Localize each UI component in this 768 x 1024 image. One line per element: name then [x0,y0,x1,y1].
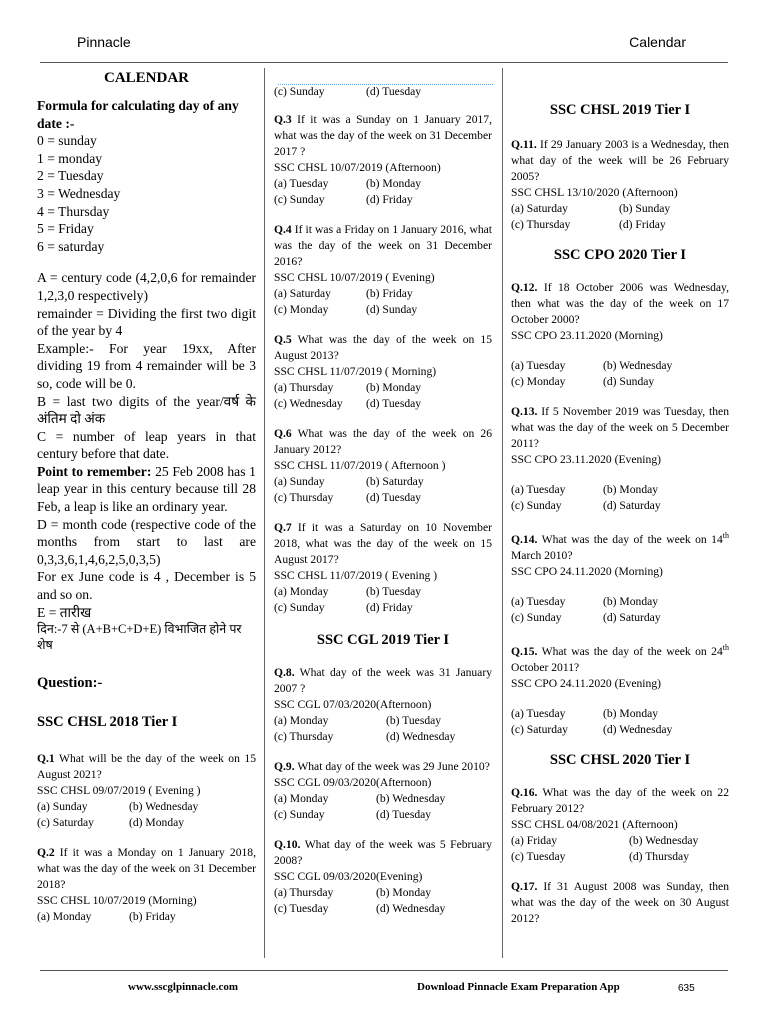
question-number: Q.2 [37,846,55,860]
option-a: (a) Sunday [274,475,325,488]
day-code: 2 = Tuesday [37,168,104,184]
option-row [511,594,729,610]
column-divider-1 [264,68,265,958]
option-row [274,791,492,807]
option-a: (a) Saturday [511,202,568,215]
option-b: (b) Friday [366,287,413,300]
question-number: Q.11. [511,138,537,151]
question-block [511,528,729,626]
page-title: CALENDAR [103,70,189,86]
option-row [274,584,492,600]
option-row [274,302,492,318]
option-d: (d) Saturday [603,610,661,624]
option-row [511,706,729,722]
option-row [511,498,729,514]
option-d: (d) Tuesday [366,85,422,98]
question-number: Q.8. [274,666,295,679]
option-d: (d) Sunday [366,303,418,316]
day-code: 1 = monday [37,150,103,166]
question-heading: Question:- [37,675,103,692]
day-code: 6 = saturday [37,238,105,254]
option-row [511,849,729,865]
question-text [274,332,492,364]
option-row [274,490,492,506]
option-c: (c) Tuesday [274,902,329,915]
option-b: (b) Monday [603,483,659,496]
question-number: Q.3 [274,113,292,126]
option-row [511,201,729,217]
question-body: What was the day of the week on 22 February 2012? [511,785,729,815]
remainder-text: remainder = Dividing the first two digit of the year by 4 [37,305,256,339]
example-text: Example:- For year 19xx, After dividing 19 from 4 remainder will be 3 so, code will be 0. [37,340,256,391]
question-block [511,137,729,233]
question-source: SSC CHSL 10/07/2019 (Morning) [37,894,197,908]
question-number: Q.9. [274,760,295,773]
question-body: What day of the week was 29 June 2010? [294,760,490,773]
option-b: (b) Monday [366,381,422,394]
day-code: 3 = Wednesday [37,185,121,201]
header-brand: Pinnacle [77,34,131,50]
section-heading: SSC CHSL 2018 Tier I [37,714,178,731]
option-b: (b) Sunday [619,202,671,215]
option-row [274,396,492,412]
option-c: (c) Wednesday [274,397,343,410]
question-source: SSC CHSL 11/07/2019 ( Morning) [274,365,437,378]
option-a: (a) Monday [274,792,329,805]
option-d: (d) Tuesday [366,491,422,504]
option-b: (b) Friday [129,910,176,924]
point-text: 25 Feb 2008 has 1 leap year in this century because till 28 Feb, a leap is like an ordinary year. [37,463,256,515]
question-source: SSC CGL 07/03/2020(Afternoon) [274,698,432,711]
option-d: (d) Tuesday [366,397,422,410]
column-1 [37,70,256,939]
question-number: Q.17. [511,879,538,893]
option-row [274,286,492,302]
question-number: Q.15. [511,644,538,658]
question-block [274,837,492,917]
footer-website: www.sscglpinnacle.com [128,981,238,993]
option-a: (a) Monday [274,585,329,598]
question-body: What was the day of the week on 15 August 2013? [274,333,492,362]
option-b: (b) Wednesday [376,792,446,805]
question-number: Q.13. [511,405,538,418]
footer-divider [40,970,728,971]
option-a: (a) Friday [511,833,558,847]
question-body: What was the day of the week on 14 [537,532,723,546]
question-text [274,222,492,270]
option-d: (d) Wednesday [603,722,673,736]
option-d: (d) Friday [366,601,413,614]
option-b: (b) Monday [603,594,659,608]
e-text: E = तारीख [37,604,92,620]
option-row [37,815,256,831]
question-number: Q.6 [274,427,292,440]
option-c: (c) Sunday [274,85,325,98]
option-row [274,713,492,729]
option-c: (c) Monday [274,303,329,316]
question-block [511,785,729,865]
option-c: (c) Saturday [511,722,568,736]
option-c: (c) Monday [511,375,566,388]
ordinal-suffix: th [722,642,729,652]
option-a: (a) Tuesday [511,594,566,608]
question-text [511,879,729,927]
option-row [511,374,729,390]
option-row [511,217,729,233]
point-to-remember [37,463,256,516]
question-block [511,280,729,390]
option-b: (b) Monday [376,886,432,899]
question-source: SSC CPO 23.11.2020 (Evening) [511,453,661,466]
question-text [511,404,729,452]
question-text [274,520,492,568]
day-code: 5 = Friday [37,221,94,237]
option-row [37,909,256,925]
question-text [274,665,492,697]
question-number: Q.10. [274,838,301,851]
option-c: (c) Thursday [511,218,571,231]
option-a: (a) Monday [37,910,92,924]
option-b: (b) Tuesday [366,585,422,598]
question-number: Q.1 [37,752,55,766]
option-d: (d) Friday [619,218,666,231]
option-c: (c) Thursday [274,491,334,504]
question-body: What was the day of the week on 26 January 2012? [274,427,492,456]
question-text [274,112,492,160]
option-b: (b) Monday [603,706,659,720]
column-2 [274,84,492,931]
question-block [511,404,729,514]
question-source: SSC CGL 09/03/2020(Afternoon) [274,776,432,789]
question-block [511,640,729,738]
formula-heading: Formula for calculating day of any date :- [37,98,239,131]
question-block [274,665,492,745]
question-number: Q.7 [274,521,292,534]
option-c: (c) Sunday [274,601,325,614]
option-row [274,901,492,917]
option-row [274,474,492,490]
question-text [511,640,729,676]
option-row [274,380,492,396]
b-text: B = last two digits of the year/वर्ष के अंतिम दो अंक [37,393,256,427]
d-text: D = month code (respective code of the months from start to last are 0,3,3,6,1,4,6,2,5,0,3,5) [37,516,256,567]
option-a: (a) Thursday [274,886,334,899]
question-text [274,837,492,869]
question-number: Q.4 [274,223,292,236]
option-row [274,176,492,192]
footer-app-promo: Download Pinnacle Exam Preparation App [417,981,620,993]
question-body-end: March 2010? [511,548,573,562]
ordinal-suffix: th [722,531,729,540]
question-body: If 31 August 2008 was Sunday, then what was the day of the week on 30 August 2012? [511,879,729,925]
option-a: (a) Tuesday [511,706,566,720]
point-label: Point to remember: [37,463,152,479]
option-a: (a) Tuesday [511,359,566,372]
question-text [511,137,729,185]
question-text [511,785,729,817]
question-source: SSC CHSL 04/08/2021 (Afternoon) [511,817,678,831]
option-a: (a) Monday [274,714,329,727]
option-row [511,358,729,374]
question-body: What day of the week was 5 February 2008? [274,838,492,867]
option-a: (a) Thursday [274,381,334,394]
question-source: SSC CHSL 10/07/2019 (Afternoon) [274,161,441,174]
question-number: Q.12. [511,281,538,294]
question-text [37,751,256,783]
option-c: (c) Sunday [274,193,325,206]
option-row [37,799,256,815]
option-c: (c) Sunday [511,610,562,624]
question-block [511,879,729,927]
question-text [274,759,492,775]
option-b: (b) Saturday [366,475,424,488]
ex-text: For ex June code is 4 , December is 5 and so on. [37,569,256,603]
question-source: SSC CHSL 10/07/2019 ( Evening) [274,271,435,284]
question-block [274,222,492,318]
question-source: SSC CPO 24.11.2020 (Evening) [511,676,661,690]
page-number: 635 [678,983,695,994]
option-a: (a) Sunday [37,800,88,814]
option-a: (a) Tuesday [274,177,329,190]
option-d: (d) Wednesday [386,730,456,743]
question-source: SSC CPO 24.11.2020 (Morning) [511,564,663,578]
question-body: If 5 November 2019 was Tuesday, then what was the day of the week on 5 December 2011? [511,405,729,450]
header-chapter: Calendar [629,34,686,50]
question-body-end: October 2011? [511,660,580,674]
question-text [274,426,492,458]
option-row [274,885,492,901]
section-heading: SSC CHSL 2019 Tier I [549,102,691,118]
question-body: What will be the day of the week on 15 August 2021? [37,752,256,782]
column-divider-2 [502,68,503,958]
option-b: (b) Wednesday [129,800,199,814]
question-block [37,751,256,831]
day-code: 0 = sunday [37,133,97,149]
option-row [274,729,492,745]
question-body: What was the day of the week on 24 [537,644,723,658]
option-row [511,833,729,849]
option-d: (d) Thursday [629,849,689,863]
question-block [37,845,256,925]
option-d: (d) Saturday [603,499,661,512]
question-text [511,528,729,564]
day-code: 4 = Thursday [37,203,110,219]
option-row [274,807,492,823]
option-row [511,722,729,738]
option-b: (b) Wednesday [629,833,699,847]
section-heading: SSC CGL 2019 Tier I [316,632,450,648]
question-block [274,759,492,823]
c-text: C = number of leap years in that century before that date. [37,428,256,462]
din-text: दिन:-7 से (A+B+C+D+E) विभाजित होने पर शेष [37,622,242,653]
question-source: SSC CHSL 13/10/2020 (Afternoon) [511,186,678,199]
header-divider [40,62,728,63]
column-3 [511,100,729,941]
question-source: SSC CHSL 11/07/2019 ( Afternoon ) [274,459,446,472]
question-source: SSC CHSL 09/07/2019 ( Evening ) [37,784,201,798]
option-b: (b) Monday [366,177,422,190]
question-source: SSC CPO 23.11.2020 (Morning) [511,329,663,342]
option-b: (b) Tuesday [386,714,442,727]
question-number: Q.14. [511,532,538,546]
option-c: (c) Tuesday [511,849,566,863]
question-block [274,426,492,506]
question-body: If it was a Friday on 1 January 2016, what was the day of the week on 31 December 2016? [274,223,492,268]
question-body: If it was a Monday on 1 January 2018, what was the day of the week on 31 December 2018? [37,846,256,892]
question-source: SSC CGL 09/03/2020(Evening) [274,870,423,883]
option-d: (d) Wednesday [376,902,446,915]
question-body: If it was a Saturday on 10 November 2018, what was the day of the week on 15 August 2017? [274,521,492,566]
question-text [37,845,256,893]
question-number: Q.16. [511,785,538,799]
question-body: If it was a Sunday on 1 January 2017, what was the day of the week on 31 December 2017 ? [274,113,492,158]
option-row [274,192,492,208]
question-block [274,332,492,412]
option-row [511,610,729,626]
question-source: SSC CHSL 11/07/2019 ( Evening ) [274,569,438,582]
question-body: What day of the week was 31 January 2007 ? [274,666,492,695]
option-c: (c) Saturday [37,816,94,830]
question-body: If 29 January 2003 is a Wednesday, then what day of the week will be 26 February 2005? [511,138,729,183]
option-d: (d) Monday [129,816,185,830]
option-a: (a) Saturday [274,287,331,300]
option-b: (b) Wednesday [603,359,673,372]
option-row [511,482,729,498]
question-block [274,112,492,208]
question-text [511,280,729,328]
option-c: (c) Sunday [274,808,325,821]
option-d: (d) Sunday [603,375,655,388]
option-d: (d) Tuesday [376,808,432,821]
option-a: (a) Tuesday [511,483,566,496]
question-number: Q.5 [274,333,292,346]
question-body: If 18 October 2006 was Wednesday, then what was the day of the week on 17 October 2000? [511,281,729,326]
question-block [274,520,492,616]
option-row [274,600,492,616]
section-heading: SSC CHSL 2020 Tier I [549,751,691,768]
option-c: (c) Thursday [274,730,334,743]
option-d: (d) Friday [366,193,413,206]
century-code-text: A = century code (4,2,0,6 for remainder 1,2,3,0 respectively) [37,270,256,303]
option-row [274,84,492,100]
option-c: (c) Sunday [511,499,562,512]
section-heading: SSC CPO 2020 Tier I [553,247,687,263]
question-block [274,84,492,100]
